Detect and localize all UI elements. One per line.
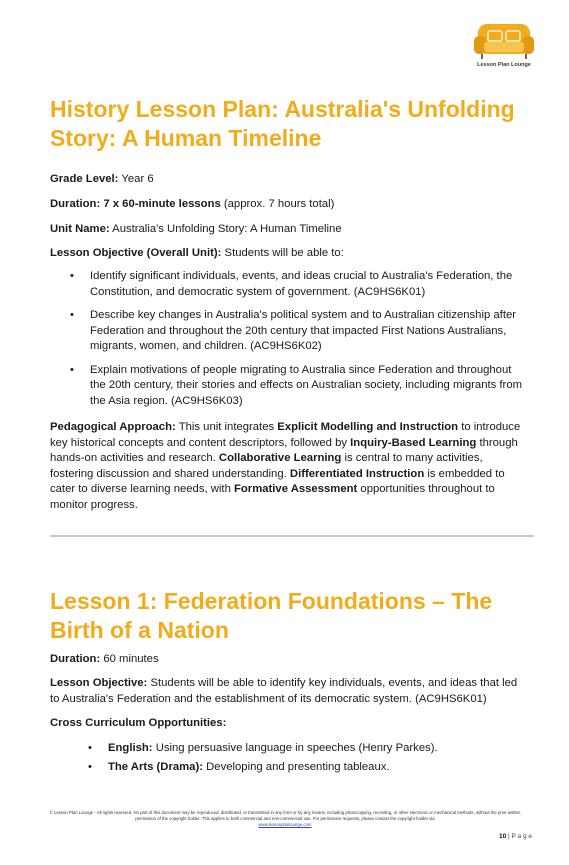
brand-logo xyxy=(468,22,540,74)
lesson-objective: Lesson Objective: Students will be able to identify key individuals, events, and ideas that led to Australia's Federation and the establishment of its democratic system. (AC9HS6K01) xyxy=(50,677,518,705)
duration-label: Duration: 7 x 60-minute lessons xyxy=(50,198,221,210)
sofa-logo-icon xyxy=(474,22,534,60)
duration-value: (approx. 7 hours total) xyxy=(223,198,335,210)
unit-name xyxy=(50,222,528,238)
objectives-list xyxy=(50,269,530,409)
page-title: History Lesson Plan: Australia's Unfolding Story: A Human Timeline xyxy=(50,96,515,151)
brand-name: Lesson Plan Lounge xyxy=(477,62,531,68)
bullet-icon: • xyxy=(70,363,74,376)
duration-line xyxy=(50,197,528,213)
list-item: • Describe key changes in Australia's political system and to Australian citizenship after Federation and throughout the 20th century that impacted First Nations Australians, migrants, women, and children. (AC9HS6K02) xyxy=(70,309,516,352)
list-item: • English: Using persuasive language in speeches (Henry Parkes). xyxy=(50,741,530,757)
objective-value: Students will be able to: xyxy=(224,247,344,259)
section-divider xyxy=(50,535,534,537)
page-number: 10 | P a g e xyxy=(498,833,532,840)
objective-label: Lesson Objective (Overall Unit): xyxy=(50,247,222,259)
pedagogical-approach: Pedagogical Approach: This unit integrates Explicit Modelling and Instruction to introduce key historical concepts and content descriptors, followed by Inquiry-Based Learning through hands-on activities and research. Collaborative Learning is central to many activities, fostering discussion and shared understanding. Differentiated Instruction is embedded to cater to diverse learning needs, with Formative Assessment opportunities throughout to monitor progress. xyxy=(50,421,521,511)
grade-label: Grade Level: xyxy=(50,173,119,185)
bullet-icon: • xyxy=(70,309,74,321)
bullet-icon: • xyxy=(88,742,92,754)
copyright-notice: © Lesson Plan Lounge - All rights reserved. No part of this document may be reproduced, distributed, or transmitted in any form or by any means, including photocopying, recording, or other electronic or mechanical methods, without the prior written permission of the copyright holder. This applies to both commercial and non-commercial use. For permission requests, please contact the copyright holder via www.lessonplanlounge.com xyxy=(49,810,521,827)
cross-curriculum-heading: Cross Curriculum Opportunities: xyxy=(50,717,227,729)
bullet-icon: • xyxy=(70,270,74,282)
list-item: • Identify significant individuals, events, and ideas crucial to Australia's Federation, the Constitution, and democratic system of government. (AC9HS6K01) xyxy=(70,270,513,298)
website-link[interactable]: www.lessonplanlounge.com xyxy=(258,822,312,827)
cross-curriculum-list xyxy=(50,741,530,775)
list-item: • Explain motivations of people migrating to Australia since Federation and throughout the 20th century, their stories and effects on Australian society, including migrants from the Asia region. (AC9HS6K03) xyxy=(70,363,523,407)
lesson-duration: Duration: 60 minutes xyxy=(50,653,159,665)
unit-label: Unit Name: xyxy=(50,223,110,235)
unit-value: Australia's Unfolding Story: A Human Timeline xyxy=(112,223,342,235)
grade-level xyxy=(50,172,528,188)
list-item: • The Arts (Drama): Developing and presenting tableaux. xyxy=(50,760,530,776)
bullet-icon: • xyxy=(88,760,92,773)
unit-objective xyxy=(50,246,528,262)
grade-value: Year 6 xyxy=(121,173,154,185)
lesson-title: Lesson 1: Federation Foundations – The Birth of a Nation xyxy=(50,588,493,643)
